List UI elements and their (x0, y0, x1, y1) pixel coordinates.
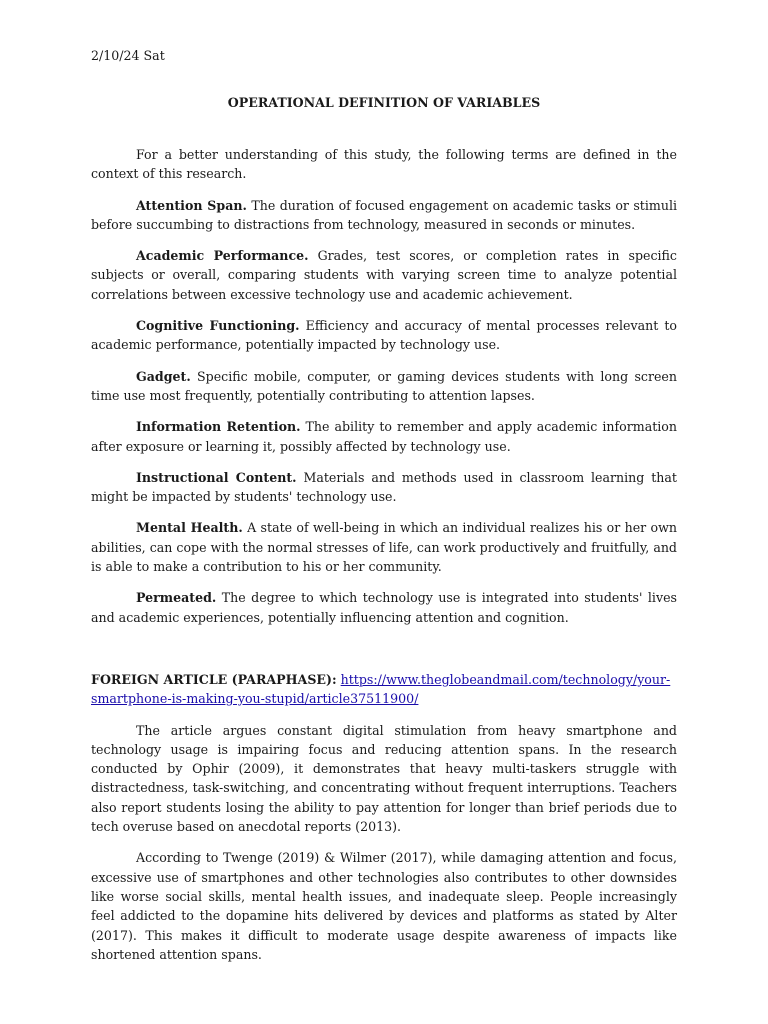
definition-text: Grades, test scores, or completion rates in specific subjects or overall, comparing students with varying screen time to analyze potential correlations between excessive technology use and academic achievement. (91, 248, 677, 302)
definition-term: Academic Performance. (136, 248, 309, 264)
definition-term: Mental Health. (136, 520, 243, 536)
definition-text: The degree to which technology use is integrated into students' lives and academic experiences, potentially influencing attention and cognition. (91, 590, 677, 625)
definition-permeated (91, 588, 677, 627)
definition-text: Specific mobile, computer, or gaming devices students with long screen time use most frequently, potentially contributing to attention lapses. (91, 368, 677, 403)
foreign-article-label: FOREIGN ARTICLE (PARAPHASE): (91, 671, 337, 687)
definition-text: Materials and methods used in classroom learning that might be impacted by students' technology use. (91, 469, 677, 505)
definition-term: Information Retention. (136, 419, 301, 435)
definition-term: Instructional Content. (136, 469, 297, 485)
intro-paragraph: For a better understanding of this study, the following terms are defined in the context of this research. (91, 147, 677, 182)
article-paragraph: The article argues constant digital stimulation from heavy smartphone and technology usage is impairing focus and reducing attention spans. In the research conducted by Ophir (2009), it demonstrates that heavy multi-taskers struggle with distractedness, task-switching, and concentrating without frequent interruptions. Teachers also report students losing the ability to pay attention for longer than brief periods due to tech overuse based on anecdotal reports (2013). (91, 722, 677, 835)
document-title: OPERATIONAL DEFINITION OF VARIABLES (227, 95, 541, 110)
definition-cognitive-functioning (91, 316, 677, 355)
definition-academic-performance (91, 246, 677, 304)
definition-information-retention (91, 417, 677, 456)
definition-mental-health (91, 518, 677, 576)
definition-instructional-content (91, 468, 677, 507)
foreign-article-heading (91, 670, 677, 709)
definition-text: The ability to remember and apply academic information after exposure or learning it, possibly affected by technology use. (91, 419, 677, 454)
definition-text: The duration of focused engagement on academic tasks or stimuli before succumbing to distractions from technology, measured in seconds or minutes. (91, 197, 677, 232)
definition-attention-span (91, 196, 677, 235)
definition-text: A state of well-being in which an individual realizes his or her own abilities, can cope with the normal stresses of life, can work productively and fruitfully, and is able to make a contribution to his or her community. (91, 520, 677, 575)
document-date: 2/10/24 Sat (91, 48, 165, 63)
article-link[interactable]: https://www.theglobeandmail.com/technology/your-smartphone-is-making-you-stupid/article37511900/ (91, 671, 671, 707)
article-paragraph: According to Twenge (2019) & Wilmer (2017), while damaging attention and focus, excessive use of smartphones and other technologies also contributes to other downsides like worse social skills, mental health issues, and inadequate sleep. People increasingly feel addicted to the dopamine hits delivered by devices and platforms as stated by Alter (2017). This makes it difficult to moderate usage despite awareness of impacts like shortened attention spans. (91, 850, 677, 962)
definition-term: Permeated. (136, 590, 217, 606)
definition-text: Efficiency and accuracy of mental processes relevant to academic performance, potentially impacted by technology use. (91, 318, 678, 353)
definition-term: Gadget. (136, 368, 191, 384)
definition-gadget (91, 367, 677, 406)
definition-term: Attention Span. (136, 197, 247, 213)
definition-term: Cognitive Functioning. (136, 318, 300, 334)
